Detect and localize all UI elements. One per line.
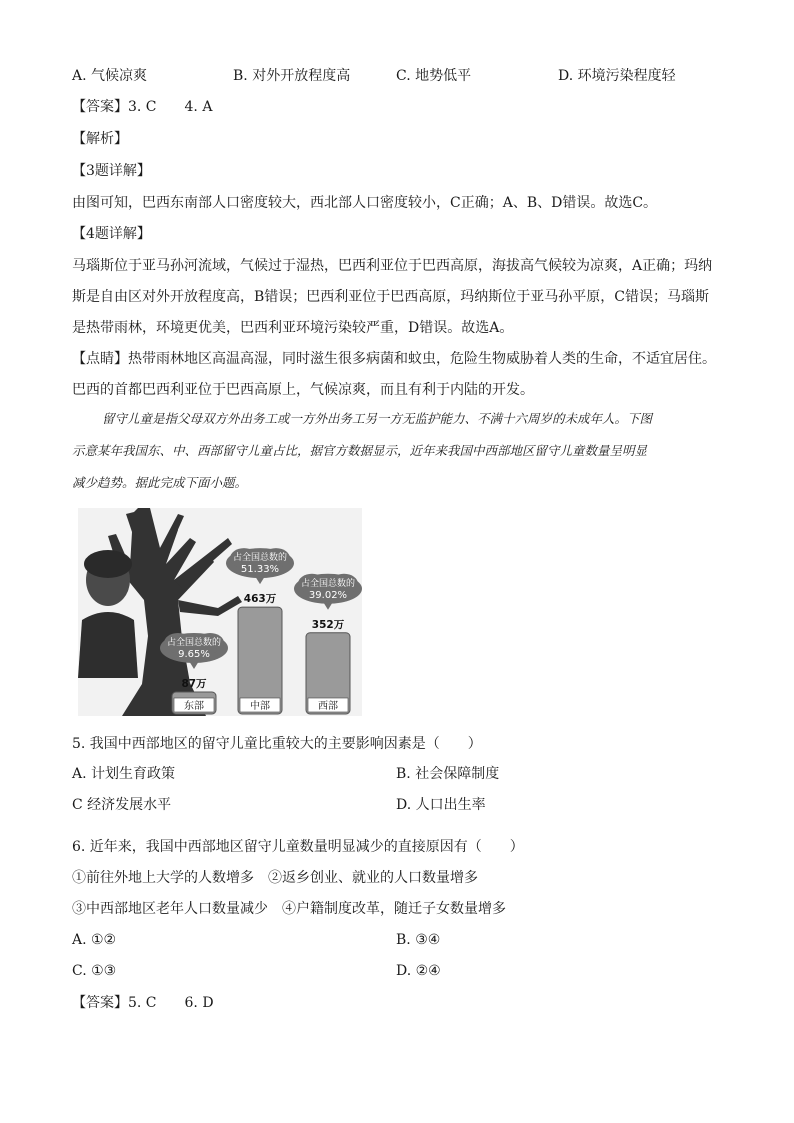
q3-option-c: C. 地势低平 [396, 68, 472, 84]
q5-option-c: C 经济发展水平 [72, 797, 172, 813]
answer-line-2 [72, 993, 214, 1013]
share-value-label: 51.33% [240, 564, 280, 576]
share-value-label: 39.02% [308, 589, 348, 601]
material-line: 减少趋势。据此完成下面小题。 [72, 475, 248, 490]
category-label: 中部 [250, 701, 270, 712]
answer-text: 3. C 4. A [128, 99, 213, 115]
dianjing-text: 巴西的首都巴西利亚位于巴西高原上，气候凉爽，而且有利于内陆的开发。 [72, 382, 534, 398]
answer-line-1 [72, 97, 212, 117]
dianjing-tag: 【点睛】 [72, 351, 128, 367]
q5-option-d: D. 人口出生率 [396, 797, 486, 813]
q4-detail-line: 斯是自由区对外开放程度高，B错误；巴西利亚位于巴西高原，玛纳斯位于亚马孙平原，C错误；马瑙斯 [72, 289, 709, 305]
q6-option-c: C. ①③ [72, 963, 117, 979]
value-label: 87万 [181, 678, 207, 690]
q6-item-line: ③中西部地区老年人口数量减少 ④户籍制度改革，随迁子女数量增多 [72, 901, 506, 917]
q5-stem: 5. 我国中西部地区的留守儿童比重较大的主要影响因素是（ ） [72, 736, 482, 752]
q3-detail-text: 由图可知，巴西东南部人口密度较大，西北部人口密度较小，C正确；A、B、D错误。故选C。 [72, 195, 658, 211]
dianjing-text: 热带雨林地区高温高湿，同时滋生很多病菌和蚊虫，危险生物威胁着人类的生命，不适宜居住。 [128, 351, 716, 367]
share-prefix-label: 占全国总数的 [232, 553, 288, 564]
q6-option-d: D. ②④ [396, 963, 441, 979]
analysis-tag: 【解析】 [72, 131, 128, 147]
q4-detail-line: 马瑙斯位于亚马孙河流域，气候过于湿热，巴西利亚位于巴西高原，海拔高气候较为凉爽，A正确；玛纳 [72, 258, 713, 274]
value-label: 463万 [243, 593, 277, 606]
value-label: 352万 [311, 618, 345, 631]
q6-option-a: A. ①② [72, 932, 117, 948]
q3-detail-tag: 【3题详解】 [72, 163, 151, 179]
answer-text: 5. C 6. D [128, 995, 214, 1011]
category-label: 西部 [318, 701, 338, 712]
answer-tag: 【答案】 [72, 99, 128, 115]
share-prefix-label: 占全国总数的 [300, 578, 356, 589]
material-line: 示意某年我国东、中、西部留守儿童占比，据官方数据显示，近年来我国中西部地区留守儿童数量呈明显 [72, 443, 648, 458]
q3-option-b: B. 对外开放程度高 [233, 68, 351, 84]
q6-item-line: ①前往外地上大学的人数增多 ②返乡创业、就业的人口数量增多 [72, 870, 478, 886]
material-line: 留守儿童是指父母双方外出务工或一方外出务工另一方无监护能力、不满十六周岁的未成年人。下图 [102, 411, 653, 426]
share-prefix-label: 占全国总数的 [166, 638, 222, 648]
left-behind-children-chart [78, 508, 362, 716]
q4-detail-tag: 【4题详解】 [72, 226, 151, 242]
share-value-label: 9.65% [178, 649, 210, 660]
q3-option-d: D. 环境污染程度轻 [558, 68, 676, 84]
q4-detail-line: 是热带雨林，环境更优美，巴西利亚环境污染较严重，D错误。故选A。 [72, 320, 514, 336]
answer-tag: 【答案】 [72, 995, 128, 1011]
q5-option-b: B. 社会保障制度 [396, 766, 500, 782]
dianjing-line [72, 349, 716, 369]
q6-option-b: B. ③④ [396, 932, 441, 948]
q3-option-a: A. 气候凉爽 [72, 68, 148, 84]
q6-stem: 6. 近年来，我国中西部地区留守儿童数量明显减少的直接原因有（ ） [72, 839, 524, 855]
q5-option-a: A. 计划生育政策 [72, 766, 176, 782]
category-label: 东部 [184, 701, 204, 712]
